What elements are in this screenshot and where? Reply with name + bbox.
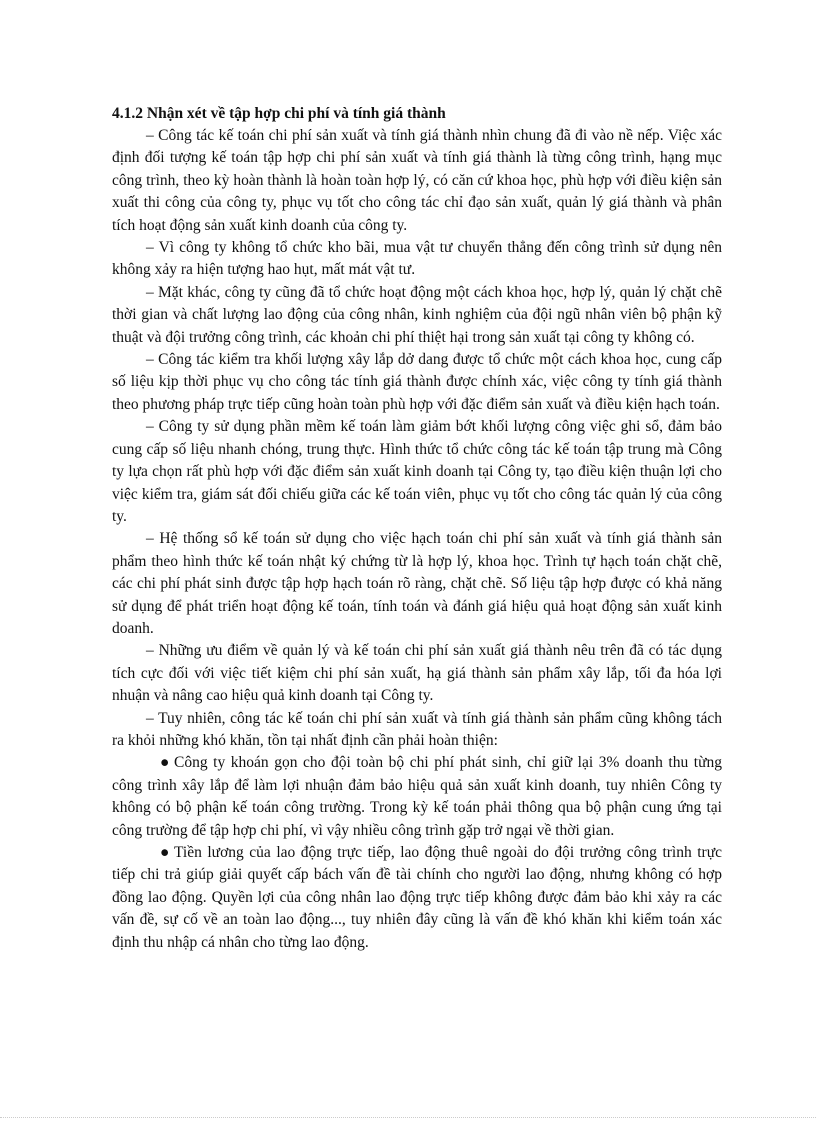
bullet-text-1: Công ty khoán gọn cho đội toàn bộ chi phí phát sinh, chỉ giữ lại 3% doanh thu từng công trình xây lắp để làm lợi nhuận đảm bảo hiệu quả sản xuất kinh doanh, tuy nhiên Công ty không có bộ phận kế toán công trường. Trong kỳ kế toán phải thông qua bộ phận cung ứng tại công trường để tập hợp chi phí, vì vậy nhiều công trình gặp trở ngại về thời gian. [112, 754, 722, 839]
paragraph-8: – Tuy nhiên, công tác kế toán chi phí sản xuất và tính giá thành sản phẩm cũng không tách ra khỏi những khó khăn, tồn tại nhất định cần phải hoàn thiện: [112, 709, 722, 749]
bullet-dot-icon: ● [160, 754, 170, 772]
paragraph-4: – Công tác kiểm tra khối lượng xây lắp dở dang được tổ chức một cách khoa học, cung cấp số liệu kịp thời phục vụ cho công tác tính giá thành được chính xác, việc công ty tính giá thành theo phương pháp trực tiếp cũng hoàn toàn phù hợp với đặc điểm sản xuất và điều kiện hạch toán. [112, 351, 722, 413]
section-heading: 4.1.2 Nhận xét về tập hợp chi phí và tính giá thành [112, 105, 446, 122]
bullet-item-2 [112, 842, 722, 954]
paragraph-3: – Mặt khác, công ty cũng đã tổ chức hoạt động một cách khoa học, hợp lý, quản lý chặt chẽ thời gian và chất lượng lao động của công nhân, kinh nghiệm của đội ngũ nhân viên bộ phận kỹ thuật và đội trưởng công trình, các khoản chi phí thiệt hại trong sản xuất tại công ty không có. [112, 283, 722, 346]
page-bottom-divider [0, 1117, 816, 1118]
bullet-dot-icon: ● [160, 844, 170, 861]
paragraph-1: – Công tác kế toán chi phí sản xuất và tính giá thành nhìn chung đã đi vào nề nếp. Việc xác định đối tượng kế toán tập hợp chi phí sản xuất và tính giá thành là từng công trình, hạng mục công trình, theo kỳ hoàn thành là hoàn toàn hợp lý, có căn cứ khoa học, phù hợp với điều kiện sản xuất thi công của công ty, phục vụ tốt cho công tác chỉ đạo sản xuất, quản lý giá thành và phân tích hoạt động sản xuất kinh doanh của công ty. [112, 127, 722, 234]
paragraph-7: – Những ưu điểm về quản lý và kế toán chi phí sản xuất giá thành nêu trên đã có tác dụng tích cực đối với việc tiết kiệm chi phí sản xuất, hạ giá thành sản phẩm xây lắp, tối đa hóa lợi nhuận và nâng cao hiệu quả kinh doanh tại Công ty. [112, 642, 722, 705]
paragraph-6: – Hệ thống sổ kế toán sử dụng cho việc hạch toán chi phí sản xuất và tính giá thành sản phẩm theo hình thức kế toán nhật ký chứng từ là hợp lý, khoa học. Trình tự hạch toán chặt chẽ, các chi phí phát sinh được tập hợp hạch toán rõ ràng, chặt chẽ. Số liệu tập hợp được có khả năng sử dụng để phát triển hoạt động kế toán, tính toán và đánh giá hiệu quả hoạt động sản xuất kinh doanh. [112, 530, 722, 637]
paragraph-2: – Vì công ty không tổ chức kho bãi, mua vật tư chuyển thẳng đến công trình sử dụng nên không xảy ra hiện tượng hao hụt, mất mát vật tư. [112, 239, 722, 279]
bullet-item-1 [112, 752, 722, 842]
paragraph-5: – Công ty sử dụng phần mềm kế toán làm giảm bớt khối lượng công việc ghi sổ, đảm bảo cung cấp số liệu nhanh chóng, trung thực. Hình thức tổ chức công tác kế toán tập trung mà Công ty lựa chọn rất phù hợp với đặc điểm sản xuất kinh doanh tại Công ty, tạo điều kiện thuận lợi cho việc kiểm tra, giám sát đối chiếu giữa các kế toán viên, phục vụ tốt cho công tác quản lý của công ty. [112, 418, 722, 525]
bullet-text-2: Tiền lương của lao động trực tiếp, lao động thuê ngoài do đội trưởng công trình trực tiếp chi trả giúp giải quyết cấp bách vấn đề tài chính cho người lao động, nhưng không có hợp đồng lao động. Quyền lợi của công nhân lao động trực tiếp không được đảm bảo khi xảy ra các vấn đề, sự cố về an toàn lao động..., tuy nhiên đây cũng là vấn đề khó khăn khi kiểm toán xác định thu nhập cá nhân cho từng lao động. [112, 844, 722, 951]
document-page [112, 103, 722, 954]
